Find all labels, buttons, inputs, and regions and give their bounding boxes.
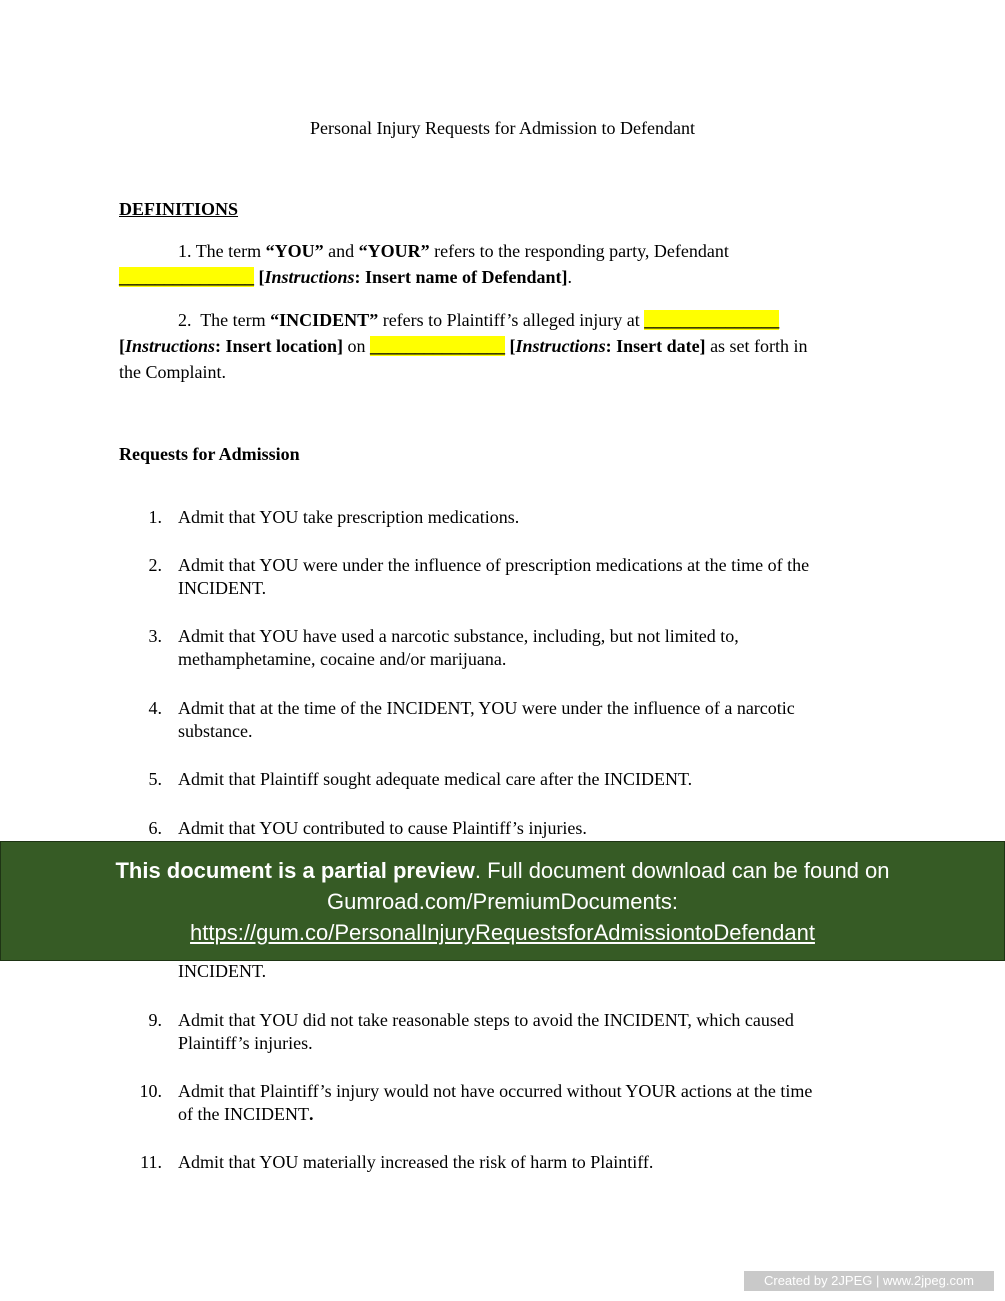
banner-line-2: Gumroad.com/PremiumDocuments: [327, 888, 678, 914]
date-blank: _______________ [370, 336, 506, 356]
banner-line-1: This document is a partial preview. Full document download can be found on [115, 857, 890, 883]
document-page: Personal Injury Requests for Admission to Defendant DEFINITIONS 1. The term “YOU” and “YOUR” refers to the responding party, Defendant _______________ [Instructions: Insert name of Defendant]. 2. The term “INCIDENT” refers to Plaintiff’s alleged injury at _______________ [Instructions: Insert location] on _______________ [Instructions: Insert date] as set forth in the Complaint. Requests for Admission 1. Admit that YOU take prescription medications. 2. Admit that YOU were under the influence of prescription medications at the time of the INCIDENT. 3. Admit that YOU have used a narcotic substance, including, but not limited to, methamphetamine, cocaine and/or marijuana. 4. Admit that at the time of the INCIDENT, YOU were under the influence of a narcotic substance. 5. Admit that Plaintiff sought adequate medical care after the INCIDENT. 6. Admit that YOU contributed to cause Plaintiff’s injuries. INCIDENT. 9. Admit that YOU did not take reasonable steps to avoid the INCIDENT, which caused Plaintiff’s injuries. 10. Admit that Plaintiff’s injury would not have occurred without YOUR actions at the time of the INCIDENT. 11. Admit that YOU materially increased the risk of harm to Plaintiff. This document is a partial preview. Full document download can be found on Gumroad.com/PremiumDocuments: https://gum.co/PersonalInjuryRequestsforAdmissiontoDefendant Created by 2JPEG | www.2jpeg.com [0, 0, 1005, 1301]
definition-2-line-2: [Instructions: Insert location] on _______________ [Instructions: Insert date] as set forth in [119, 336, 808, 356]
definition-2-number: 2. [178, 310, 192, 330]
definition-2-line-3: the Complaint. [119, 362, 226, 382]
document-title: Personal Injury Requests for Admission to Defendant [310, 118, 695, 138]
definition-1-number: 1. [178, 241, 192, 261]
definitions-heading: DEFINITIONS [119, 199, 239, 219]
partial-preview-banner [0, 841, 1005, 961]
download-link[interactable]: https://gum.co/PersonalInjuryRequestsforAdmissiontoDefendant [190, 919, 815, 945]
definition-2-line-1: 2. The term “INCIDENT” refers to Plaintiff’s alleged injury at _______________ [178, 310, 780, 330]
definition-1-line-2: _______________ [Instructions: Insert name of Defendant]. [119, 267, 573, 287]
partial-request-line: INCIDENT. [178, 961, 267, 981]
banner-bold-text: This document is a partial preview [115, 857, 475, 883]
requests-heading: Requests for Admission [119, 444, 300, 464]
defendant-name-blank: _______________ [119, 267, 254, 287]
watermark: Created by 2JPEG | www.2jpeg.com [744, 1271, 994, 1291]
definition-1-line-1: 1. The term “YOU” and “YOUR” refers to the responding party, Defendant [178, 241, 729, 261]
location-blank: _______________ [644, 310, 780, 330]
